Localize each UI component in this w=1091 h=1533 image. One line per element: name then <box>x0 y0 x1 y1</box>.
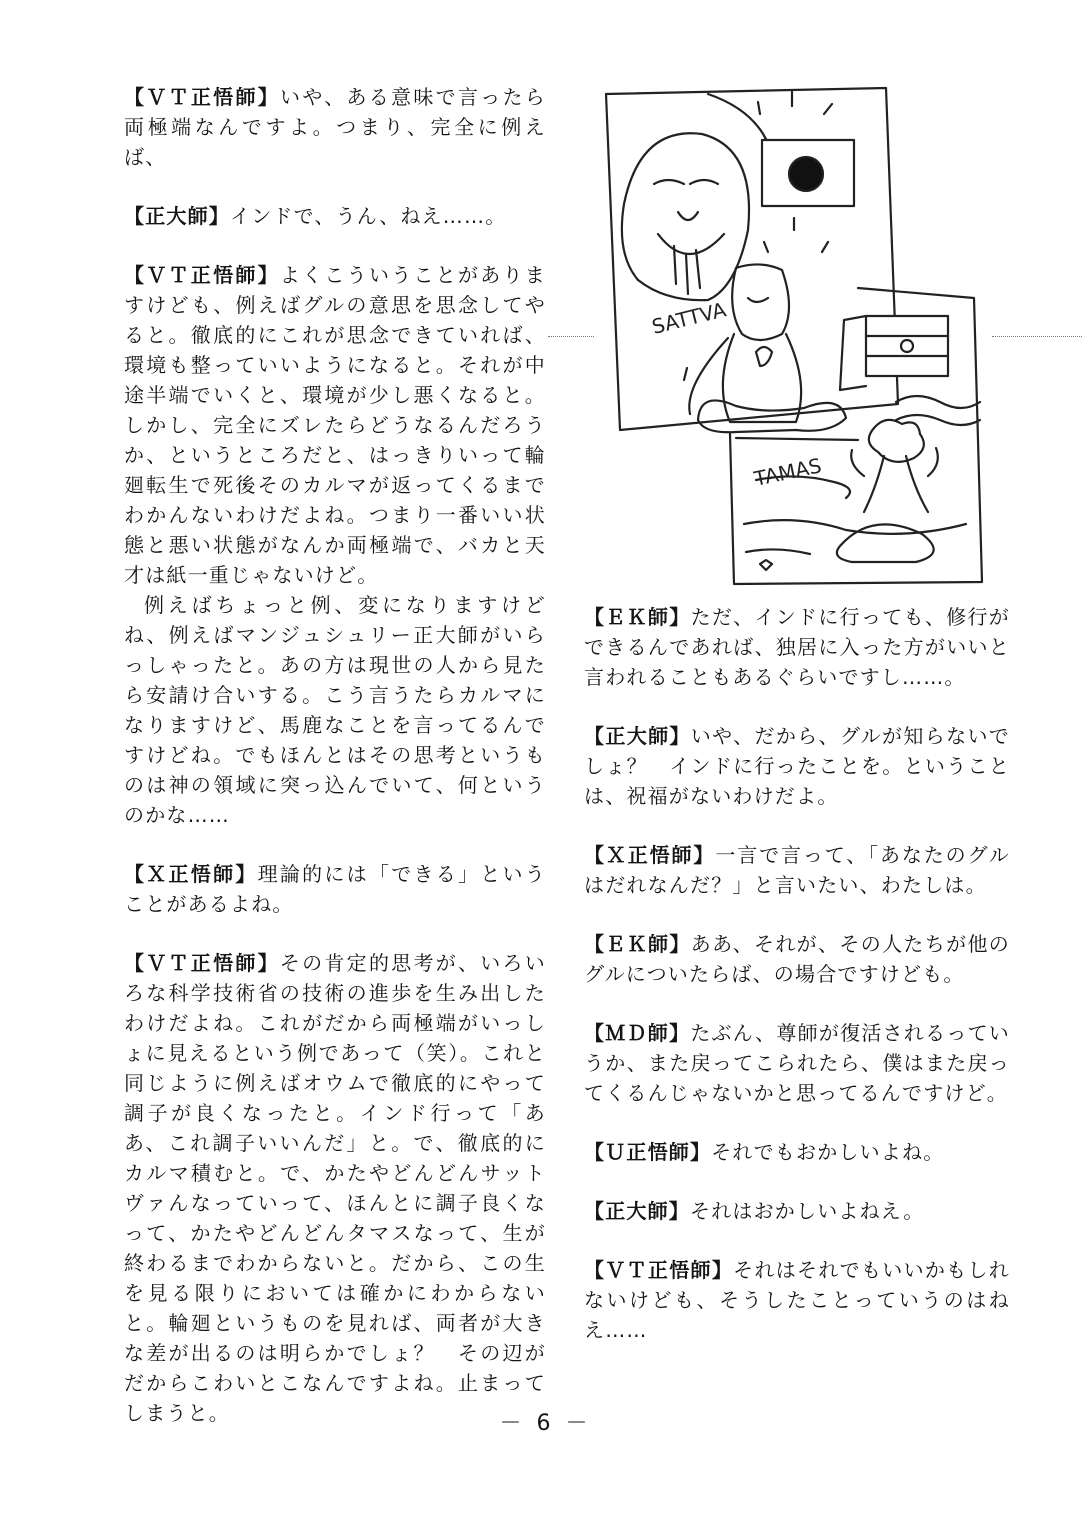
speaker-label: 【ＭＤ師】 <box>584 1021 691 1045</box>
speaker-label: 【ＶＴ正悟師】 <box>124 85 281 109</box>
speaker-label: 【Ｕ正悟師】 <box>584 1140 712 1164</box>
dialogue-text: その肯定的思考が、いろいろな科学技術省の技術の進歩を生み出したわけだよね。これがだから両極端がいっしょに見えるという例であって（笑）。これと同じように例えばオウムで徹底的にやって調子が良くなったと。インド行って「ああ、これ調子いいんだ」と。で、徹底的にカルマ積むと。で、かたやどんどんサットヴァんなっていって、ほんとに調子良くなって、かたやどんどんタマスなって、生が終わるまでわからないと。だから、この生を見る限りにおいては確かにわからないと。輪廻というものを見れば、両者が大きな差が出るのは明らかでしょ？ その辺がだからこわいとこなんですよね。止まってしまうと。 <box>124 951 547 1425</box>
speaker-label: 【ＶＴ正悟師】 <box>584 1258 734 1282</box>
speaker-label: 【正大師】 <box>584 1199 690 1223</box>
dialogue-text: それはおかしいよねえ。 <box>690 1199 925 1223</box>
dialogue-text: いや、だから、グルが知らないでしょ？ インドに行ったことを。ということは、祝福がないわけだよ。 <box>584 724 1011 808</box>
left-text-column <box>124 82 546 1457</box>
dialogue-paragraph <box>124 260 546 590</box>
dialogue-text: たぶん、尊師が復活されるっていうか、また戻ってこられたら、僕はまた戻ってくるんじゃないかと思ってるんですけど。 <box>584 1021 1011 1105</box>
dialogue-paragraph <box>584 1196 1010 1226</box>
dialogue-paragraph <box>124 948 546 1428</box>
dialogue-text: それはそれでもいいかもしれないけども、そうしたことっていうのはねえ…… <box>584 1258 1010 1342</box>
dialogue-text: いや、ある意味で言ったら両極端なんですよ。つまり、完全に例えば、 <box>124 85 547 169</box>
dialogue-text: ああ、それが、その人たちが他のグルについたらば、の場合ですけども。 <box>584 932 1011 986</box>
dialogue-paragraph <box>124 859 546 919</box>
dialogue-text: それでもおかしいよね。 <box>711 1140 945 1164</box>
dialogue-paragraph <box>584 929 1010 989</box>
scan-dotted-line-right <box>992 336 1082 337</box>
dialogue-paragraph <box>584 721 1010 811</box>
label-tamas: TAMAS <box>752 453 824 491</box>
dialogue-paragraph <box>124 201 546 231</box>
dialogue-text: よくこういうことがありますけども、例えばグルの意思を思念してやると。徹底的にこれが思念できていれば、環境も整っていいようになると。それが中途半端でいくと、環境が少し悪くなると。しかし、完全にズレたらどうなるんだろうか、というところだと、はっきりいって輪廻転生で死後そのカルマが返ってくるまでわかんないわけだよね。つまり一番いい状態と悪い状態がなんか両極端で、バカと天才は紙一重じゃないけど。 <box>124 263 547 587</box>
dialogue-paragraph <box>584 1255 1010 1345</box>
dialogue-text: 例えばちょっと例、変になりますけどね、例えばマンジュシュリー正大師がいらっしゃったと。あの方は現世の人から見たら安請け合いする。こう言うたらカルマになりますけど、馬鹿なことを言ってるんですけどね。でもほんとはその思考というものは神の領域に突っ込んでいて、何というのかな…… <box>124 593 546 827</box>
speaker-label: 【ＥＫ師】 <box>584 932 691 956</box>
speaker-label: 【Ｘ正悟師】 <box>124 862 258 886</box>
dialogue-paragraph <box>584 1137 1010 1167</box>
dialogue-paragraph <box>584 840 1010 900</box>
speaker-label: 【ＶＴ正悟師】 <box>124 263 280 287</box>
dialogue-text: ただ、インドに行っても、修行ができるんであれば、独居に入った方がいいと言われることもあるぐらいですし……。 <box>584 605 1011 689</box>
dialogue-continuation <box>124 590 546 830</box>
dialogue-text: インドで、うん、ねえ……。 <box>230 204 507 228</box>
speaker-label: 【正大師】 <box>584 724 691 748</box>
scan-dotted-line-left <box>548 336 594 337</box>
dialogue-text: 一言で言って、「あなたのグルはだれなんだ？」と言いたい、わたしは。 <box>584 843 1010 897</box>
speaker-label: 【正大師】 <box>124 204 230 228</box>
speaker-label: 【ＶＴ正悟師】 <box>124 951 280 975</box>
speaker-label: 【ＥＫ師】 <box>584 605 691 629</box>
illustration-sattva-tamas <box>596 84 996 594</box>
speaker-label: 【Ｘ正悟師】 <box>584 843 716 867</box>
dialogue-paragraph <box>584 602 1010 692</box>
dialogue-text: 理論的には「できる」ということがあるよね。 <box>124 862 547 916</box>
right-text-column <box>584 602 1010 1374</box>
label-sattva: SATTVA <box>649 297 729 339</box>
dialogue-paragraph <box>584 1018 1010 1108</box>
dialogue-paragraph <box>124 82 546 172</box>
page-number: － 6 － <box>499 1411 592 1436</box>
